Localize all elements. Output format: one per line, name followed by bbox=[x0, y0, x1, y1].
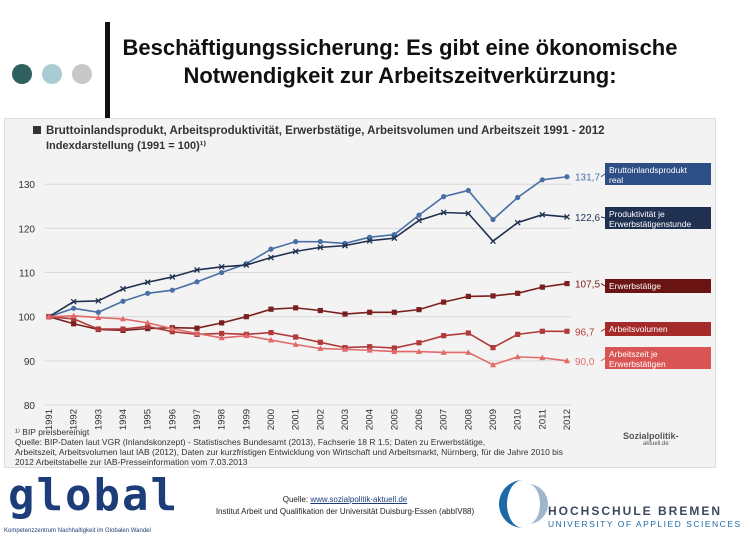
x-tick-label: 1995 bbox=[142, 409, 154, 431]
data-point bbox=[515, 195, 520, 200]
footnote-line: Quelle: BIP-Daten laut VGR (Inlandskonzept) - Statistisches Bundesamt (2013), Fachserie 18 R 1.5; Daten zu Erwerbstätige, bbox=[15, 437, 486, 447]
y-tick-label: 90 bbox=[23, 356, 35, 368]
title-divider bbox=[105, 22, 110, 118]
data-point bbox=[416, 213, 421, 218]
chart-title-text: Bruttoinlandsprodukt, Arbeitsproduktivität, Erwerbstätige, Arbeitsvolumen und Arbeitszeit 1991 - 2012 bbox=[46, 125, 605, 137]
x-tick-label: 2006 bbox=[414, 409, 425, 431]
legend-connector bbox=[601, 284, 605, 286]
source-line2: Institut Arbeit und Qualifikation der Universität Duisburg-Essen (abbIV88) bbox=[215, 507, 475, 516]
hochschule-subtitle: UNIVERSITY OF APPLIED SCIENCES bbox=[548, 519, 742, 529]
end-value-label: 122,6 bbox=[575, 212, 601, 224]
legend-label: Erwerbstätige bbox=[609, 281, 661, 291]
legend-connector bbox=[601, 217, 605, 218]
data-point bbox=[540, 177, 545, 182]
source-prefix: Quelle: bbox=[282, 495, 311, 504]
data-point bbox=[490, 293, 495, 298]
series-line bbox=[49, 284, 567, 331]
x-tick-label: 1996 bbox=[167, 409, 179, 431]
x-tick-label: 2008 bbox=[463, 409, 475, 431]
data-point bbox=[268, 330, 273, 335]
data-point bbox=[120, 326, 125, 331]
data-point bbox=[293, 305, 298, 310]
data-point bbox=[392, 310, 397, 315]
x-tick-label: 2011 bbox=[537, 409, 549, 430]
data-point bbox=[342, 311, 347, 316]
data-point bbox=[293, 239, 298, 244]
footnote-line: Arbeitszeit, Arbeitsvolumen laut IAB (2012), Daten zur kurzfristigen Entwicklung von Wirtschaft und Arbeitsmarkt, Nürnberg, für die Jahre 2010 bis bbox=[15, 447, 564, 457]
legend-label: Erwerbstätigenstunde bbox=[609, 219, 692, 229]
end-value-label: 90,0 bbox=[575, 356, 595, 368]
x-tick-label: 1994 bbox=[118, 409, 129, 431]
data-point bbox=[564, 281, 569, 286]
footnote-line: 2012 Arbeitstabelle zur IAB-Presseinformation vom 7.03.2013 bbox=[15, 457, 248, 467]
data-point bbox=[540, 329, 545, 334]
data-point bbox=[490, 217, 495, 222]
data-point bbox=[416, 340, 421, 345]
sozialpolitik-logo bbox=[623, 431, 679, 447]
x-tick-label: 2002 bbox=[315, 409, 327, 431]
x-tick-label: 1997 bbox=[192, 409, 203, 431]
line-chart bbox=[5, 119, 717, 429]
data-point bbox=[219, 320, 224, 325]
y-tick-label: 110 bbox=[19, 268, 35, 280]
data-point bbox=[244, 314, 249, 319]
data-point bbox=[318, 239, 323, 244]
data-point bbox=[490, 345, 495, 350]
data-point bbox=[268, 247, 273, 252]
hochschule-logo-icon bbox=[500, 478, 546, 530]
data-point bbox=[219, 270, 224, 275]
y-tick-label: 80 bbox=[23, 401, 35, 412]
data-point bbox=[145, 291, 150, 296]
source-link[interactable]: www.sozialpolitik-aktuell.de bbox=[310, 495, 408, 504]
footnote-line: ¹⁾ BIP preisbereinigt bbox=[15, 427, 90, 437]
data-point bbox=[466, 188, 471, 193]
series-line bbox=[49, 317, 567, 348]
x-tick-label: 1999 bbox=[241, 409, 253, 431]
sozial-logo-text: Sozialpolitik- bbox=[623, 431, 679, 441]
data-point bbox=[120, 299, 125, 304]
data-point bbox=[515, 332, 520, 337]
legend-label: Erwerbstätigen bbox=[609, 359, 666, 369]
data-point bbox=[194, 279, 199, 284]
global-logo-sub: Kompetenzzentrum Nachhaltigkeit im Globalen Wandel bbox=[4, 528, 151, 534]
x-tick-label: 2001 bbox=[290, 409, 302, 431]
end-value-label: 107,5 bbox=[575, 279, 601, 291]
legend-label: Bruttoinlandsprodukt bbox=[609, 165, 687, 175]
data-point bbox=[367, 310, 372, 315]
y-tick-label: 120 bbox=[18, 224, 35, 236]
y-tick-label: 130 bbox=[18, 180, 35, 192]
data-point bbox=[441, 333, 446, 338]
data-point bbox=[96, 326, 101, 331]
x-tick-label: 2009 bbox=[488, 409, 499, 431]
data-point bbox=[441, 300, 446, 305]
x-tick-label: 2007 bbox=[438, 409, 450, 431]
chart-subtitle: Indexdarstellung (1991 = 100)¹⁾ bbox=[46, 140, 207, 152]
dot-3 bbox=[72, 64, 92, 84]
data-point bbox=[318, 340, 323, 345]
chart-panel bbox=[4, 118, 716, 468]
legend-connector bbox=[601, 174, 605, 177]
data-point bbox=[515, 291, 520, 296]
data-point bbox=[71, 321, 76, 326]
slide-title: Beschäftigungssicherung: Es gibt eine ökonomische Notwendigkeit zur Arbeitszeitverkürzung: bbox=[122, 35, 678, 88]
x-tick-label: 1998 bbox=[216, 409, 228, 431]
x-tick-label: 2005 bbox=[389, 409, 401, 431]
sozial-logo-sub: aktuell.de bbox=[643, 441, 669, 447]
end-value-label: 131,7 bbox=[575, 172, 601, 184]
dot-2 bbox=[42, 64, 62, 84]
hochschule-name: HOCHSCHULE BREMEN bbox=[548, 504, 723, 518]
x-tick-label: 1991 bbox=[44, 409, 55, 431]
legend-connector bbox=[601, 358, 605, 361]
data-point bbox=[194, 326, 199, 331]
data-point bbox=[416, 307, 421, 312]
x-tick-label: 2000 bbox=[266, 409, 277, 431]
chart-footnote bbox=[15, 427, 605, 467]
x-tick-label: 1993 bbox=[93, 409, 105, 431]
global-logo bbox=[0, 470, 179, 540]
x-tick-label: 2004 bbox=[364, 409, 376, 431]
data-point bbox=[71, 306, 76, 311]
end-value-label: 96,7 bbox=[575, 327, 595, 339]
x-tick-label: 1992 bbox=[68, 409, 80, 431]
x-tick-label: 2012 bbox=[562, 409, 573, 431]
x-tick-label: 2003 bbox=[340, 409, 351, 431]
legend-connector bbox=[601, 329, 605, 331]
dot-1 bbox=[12, 64, 32, 84]
legend-label: Arbeitszeit je bbox=[609, 349, 658, 359]
data-point bbox=[540, 285, 545, 290]
data-point bbox=[268, 307, 273, 312]
data-point bbox=[564, 329, 569, 334]
data-point bbox=[96, 310, 101, 315]
legend-label: Produktivität je bbox=[609, 209, 665, 219]
data-point bbox=[318, 308, 323, 313]
data-point bbox=[466, 330, 471, 335]
y-tick-label: 100 bbox=[18, 312, 35, 324]
data-point bbox=[564, 174, 569, 179]
data-point bbox=[441, 194, 446, 199]
global-logo-text: global bbox=[8, 470, 179, 521]
data-point bbox=[293, 334, 298, 339]
data-point bbox=[170, 288, 175, 293]
x-tick-label: 2010 bbox=[512, 409, 524, 431]
source-note bbox=[180, 494, 510, 518]
legend-label: Arbeitsvolumen bbox=[609, 324, 668, 334]
data-point bbox=[466, 294, 471, 299]
legend-label: real bbox=[609, 175, 624, 185]
